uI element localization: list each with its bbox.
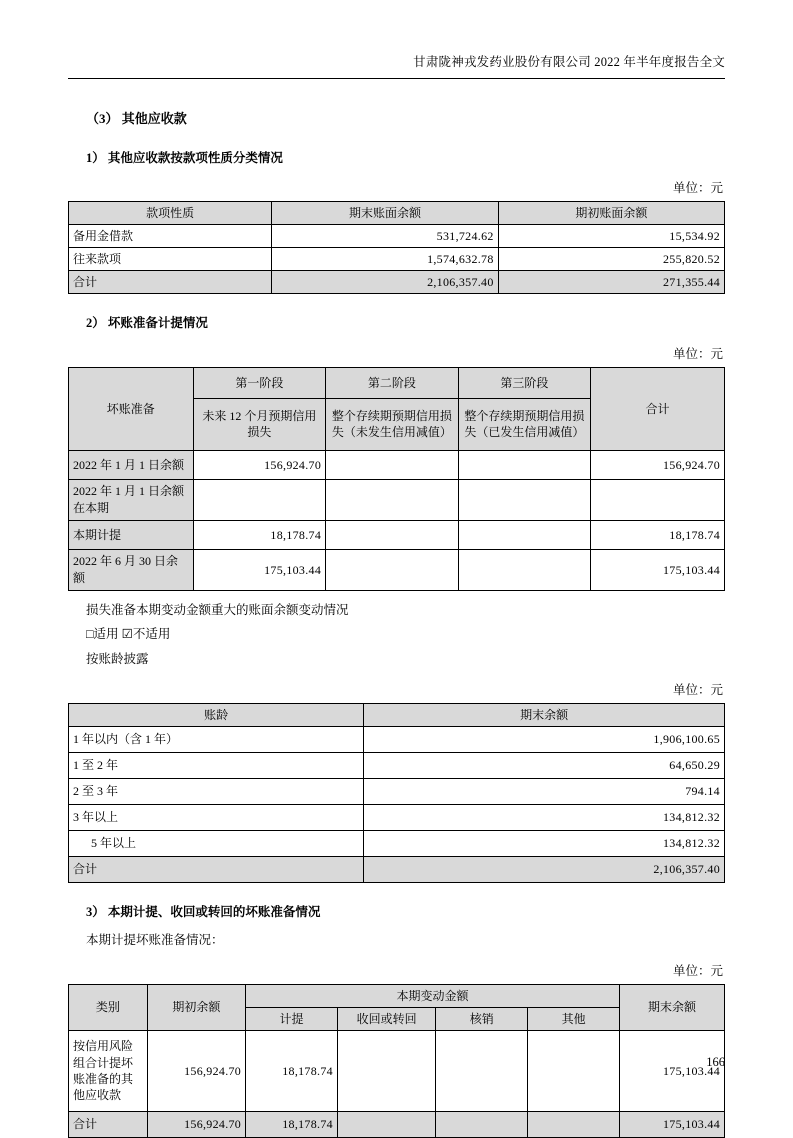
table-row-total — [69, 1111, 725, 1137]
col-header-stage-3: 第三阶段 — [458, 367, 591, 399]
col-header-end-balance: 期末账面余额 — [272, 202, 498, 225]
subsection-title-classification: 1） 其他应收款按款项性质分类情况 — [86, 150, 283, 165]
page-header — [68, 0, 725, 70]
unit-label-3: 单位：元 — [672, 682, 723, 697]
cell-row-label: 2022 年 1 月 1 日余额在本期 — [69, 479, 194, 520]
col-subheader-stage-3: 整个存续期预期信用损失（已发生信用减值） — [458, 399, 591, 450]
table-bad-debt-provision — [68, 367, 725, 591]
unit-label-2: 单位：元 — [672, 346, 723, 361]
col-header-change-amount: 本期变动金额 — [246, 984, 620, 1007]
table-nature-classification — [68, 201, 725, 294]
page-content — [68, 79, 725, 1138]
table-row — [69, 520, 725, 549]
page-number: 166 — [706, 1055, 725, 1069]
cell-total: 18,178.74 — [591, 520, 725, 549]
col-subheader-accrual: 计提 — [246, 1007, 338, 1030]
table-row — [69, 549, 725, 590]
table-header-row-stages — [69, 367, 725, 399]
cell-stage-1: 156,924.70 — [193, 450, 326, 479]
col-header-category: 类别 — [69, 984, 148, 1030]
cell-end-balance: 531,724.62 — [272, 225, 498, 248]
section-title-other-receivables: （3） 其他应收款 — [86, 111, 187, 126]
cell-aging: 3 年以上 — [69, 804, 364, 830]
applicability-checkbox-line[interactable]: □适用 ☑不适用 — [86, 627, 171, 642]
cell-end-balance: 175,103.44 — [619, 1111, 724, 1137]
cell-category: 合计 — [69, 1111, 148, 1137]
cell-end-balance: 134,812.32 — [364, 830, 725, 856]
cell-writeoff — [436, 1030, 528, 1111]
cell-aging: 1 年以内（含 1 年） — [69, 726, 364, 752]
table-row — [69, 752, 725, 778]
cell-nature: 备用金借款 — [69, 225, 272, 248]
cell-recover — [337, 1030, 435, 1111]
cell-stage-3 — [458, 450, 591, 479]
cell-stage-2 — [326, 450, 459, 479]
cell-stage-1: 18,178.74 — [193, 520, 326, 549]
cell-begin-balance: 255,820.52 — [498, 248, 724, 271]
cell-nature: 合计 — [69, 271, 272, 294]
cell-end-balance: 2,106,357.40 — [364, 856, 725, 882]
cell-end-balance: 794.14 — [364, 778, 725, 804]
note-current-provision: 本期计提坏账准备情况： — [86, 933, 224, 948]
col-subheader-stage-1: 未来 12 个月预期信用损失 — [193, 399, 326, 450]
note-aging-disclosure: 按账龄披露 — [86, 652, 149, 666]
cell-end-balance: 2,106,357.40 — [272, 271, 498, 294]
cell-row-label: 2022 年 1 月 1 日余额 — [69, 450, 194, 479]
cell-stage-3 — [458, 479, 591, 520]
cell-aging: 1 至 2 年 — [69, 752, 364, 778]
col-header-begin-balance: 期初账面余额 — [498, 202, 724, 225]
subsection-title-bad-debt: 2） 坏账准备计提情况 — [86, 316, 208, 330]
cell-aging: 合计 — [69, 856, 364, 882]
header-title: 甘肃陇神戎发药业股份有限公司 2022 年半年度报告全文 — [413, 55, 725, 69]
table-row — [69, 778, 725, 804]
cell-other — [528, 1111, 620, 1137]
table-header-row — [69, 703, 725, 726]
col-header-stage-1: 第一阶段 — [193, 367, 326, 399]
unit-label-1: 单位：元 — [672, 181, 723, 196]
cell-stage-3 — [458, 520, 591, 549]
table-row — [69, 479, 725, 520]
cell-accrual: 18,178.74 — [246, 1030, 338, 1111]
cell-stage-2 — [326, 479, 459, 520]
cell-stage-2 — [326, 549, 459, 590]
col-header-begin-balance: 期初余额 — [147, 984, 245, 1030]
col-subheader-other: 其他 — [528, 1007, 620, 1030]
col-header-stage-2: 第二阶段 — [326, 367, 459, 399]
table-provision-changes — [68, 984, 725, 1138]
cell-accrual: 18,178.74 — [246, 1111, 338, 1137]
table-row — [69, 804, 725, 830]
cell-begin-balance: 15,534.92 — [498, 225, 724, 248]
cell-aging: 5 年以上 — [69, 830, 364, 856]
cell-category: 按信用风险组合计提坏账准备的其他应收款 — [69, 1030, 148, 1111]
cell-end-balance: 1,906,100.65 — [364, 726, 725, 752]
cell-stage-1 — [193, 479, 326, 520]
table-row — [69, 726, 725, 752]
table-header-row-top — [69, 984, 725, 1007]
table-row — [69, 1030, 725, 1111]
table-header-row — [69, 202, 725, 225]
cell-writeoff — [436, 1111, 528, 1137]
cell-begin-balance: 271,355.44 — [498, 271, 724, 294]
cell-recover — [337, 1111, 435, 1137]
cell-stage-1: 175,103.44 — [193, 549, 326, 590]
note-loss-change: 损失准备本期变动金额重大的账面余额变动情况 — [86, 602, 349, 617]
subsection-title-current-provision: 3） 本期计提、收回或转回的坏账准备情况 — [86, 904, 321, 919]
cell-nature: 往来款项 — [69, 248, 272, 271]
col-subheader-stage-2: 整个存续期预期信用损失（未发生信用减值） — [326, 399, 459, 450]
col-header-total: 合计 — [591, 367, 725, 450]
cell-row-label: 本期计提 — [69, 520, 194, 549]
cell-end-balance: 134,812.32 — [364, 804, 725, 830]
cell-begin-balance: 156,924.70 — [147, 1111, 245, 1137]
col-header-end-balance: 期末余额 — [364, 703, 725, 726]
cell-begin-balance: 156,924.70 — [147, 1030, 245, 1111]
col-header-end-balance: 期末余额 — [619, 984, 724, 1030]
cell-end-balance: 175,103.44 — [619, 1030, 724, 1111]
table-row-total — [69, 271, 725, 294]
cell-end-balance: 1,574,632.78 — [272, 248, 498, 271]
col-header-aging: 账龄 — [69, 703, 364, 726]
table-row — [69, 830, 725, 856]
table-row — [69, 225, 725, 248]
cell-row-label: 2022 年 6 月 30 日余额 — [69, 549, 194, 590]
col-subheader-writeoff: 核销 — [436, 1007, 528, 1030]
col-subheader-recover: 收回或转回 — [337, 1007, 435, 1030]
cell-total: 175,103.44 — [591, 549, 725, 590]
table-row-total — [69, 856, 725, 882]
table-row — [69, 450, 725, 479]
cell-stage-2 — [326, 520, 459, 549]
cell-total: 156,924.70 — [591, 450, 725, 479]
col-header-bad-debt: 坏账准备 — [69, 367, 194, 450]
table-aging — [68, 703, 725, 883]
unit-label-4: 单位：元 — [672, 964, 723, 978]
cell-stage-3 — [458, 549, 591, 590]
table-row — [69, 248, 725, 271]
cell-other — [528, 1030, 620, 1111]
cell-end-balance: 64,650.29 — [364, 752, 725, 778]
cell-total — [591, 479, 725, 520]
col-header-nature: 款项性质 — [69, 202, 272, 225]
cell-aging: 2 至 3 年 — [69, 778, 364, 804]
